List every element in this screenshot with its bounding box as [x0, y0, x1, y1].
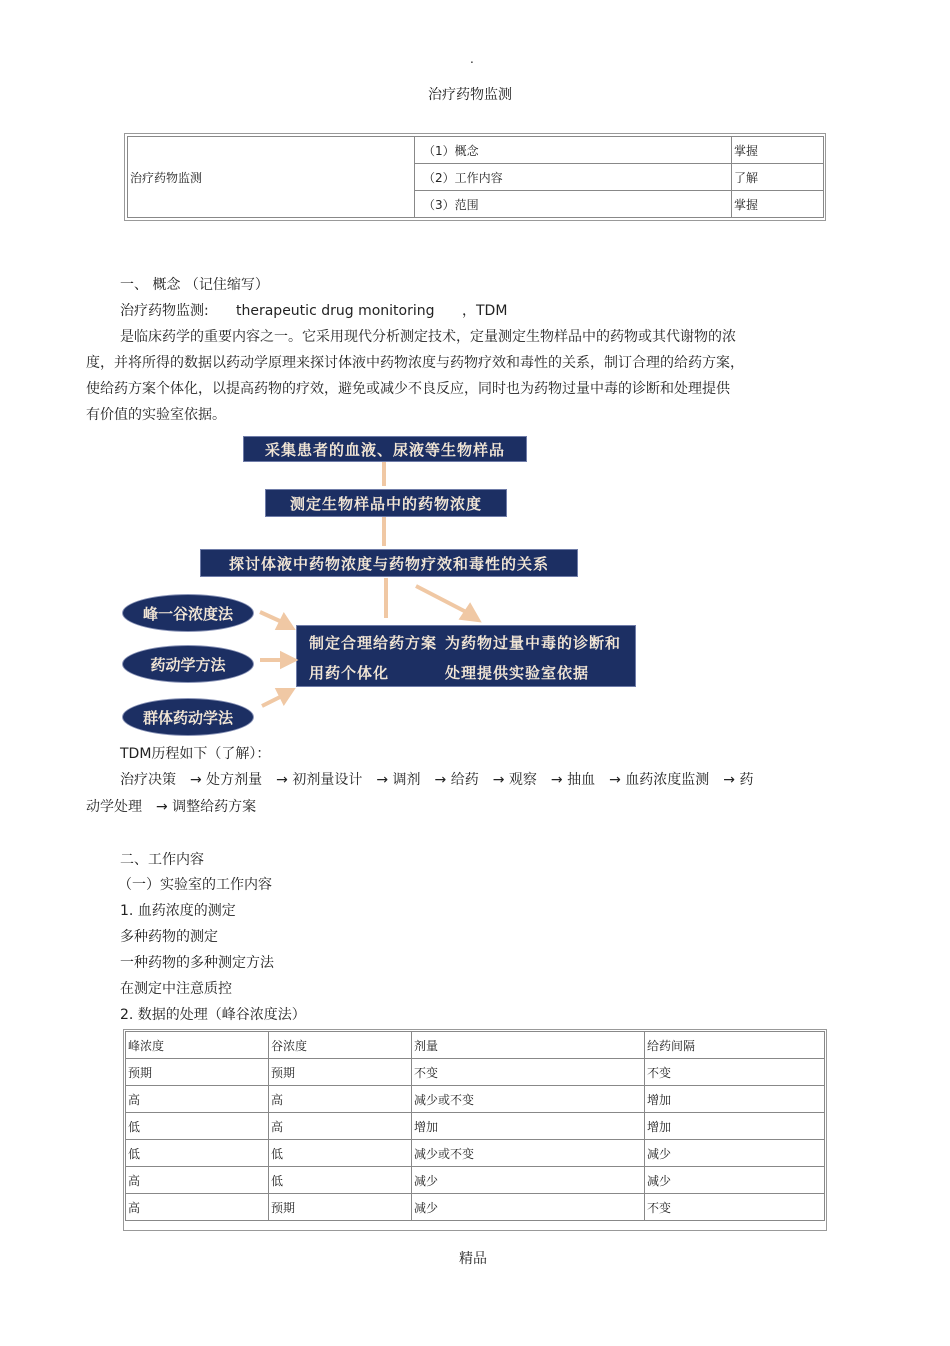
flow-step-measure: 测定生物样品中的药物浓度: [265, 489, 507, 517]
table-header-cell: 剂量: [412, 1032, 645, 1059]
table-cell: 增加: [645, 1113, 825, 1140]
connector-3-result-diag: [416, 586, 470, 614]
page-title: 治疗药物监测: [428, 87, 512, 103]
section2-heading: 二、工作内容: [120, 852, 204, 868]
table-cell: 不变: [412, 1059, 645, 1086]
process-heading: TDM历程如下（了解）：: [120, 746, 271, 762]
summary-table-label: 治疗药物监测: [128, 137, 415, 218]
summary-level: 掌握: [732, 137, 824, 164]
table-cell: 高: [126, 1086, 269, 1113]
summary-item: （2）工作内容: [415, 164, 732, 191]
table-cell: 减少: [645, 1167, 825, 1194]
flow-step-collect: 采集患者的血液、尿液等生物样品: [243, 436, 527, 462]
result-right-1: 为药物过量中毒的诊断和: [445, 634, 622, 652]
table-cell: 高: [126, 1167, 269, 1194]
table-header-cell: 给药间隔: [645, 1032, 825, 1059]
table-cell: 低: [126, 1140, 269, 1167]
process-line: 治疗决策 → 处方剂量 → 初剂量设计 → 调剂 → 给药 → 观察 → 抽血 → 血药浓度监测 → 药: [120, 772, 754, 788]
result-left-1: 制定合理给药方案: [309, 634, 438, 652]
connector-method1: [260, 612, 282, 622]
section1-para-line: 是临床药学的重要内容之一。它采用现代分析测定技术，定量测定生物样品中的药物或其代谢物的浓: [120, 329, 736, 345]
summary-item: （1）概念: [415, 137, 732, 164]
flow-step-relation: 探讨体液中药物浓度与药物疗效和毒性的关系: [200, 549, 578, 577]
term-cn: 治疗药物监测:: [120, 303, 209, 319]
table-cell: 不变: [645, 1059, 825, 1086]
connector-method3: [262, 696, 282, 706]
table-cell: 高: [269, 1086, 412, 1113]
table-cell: 不变: [645, 1194, 825, 1221]
term-abbr: ，TDM: [462, 303, 508, 319]
table-cell: 增加: [412, 1113, 645, 1140]
header-dot: .: [470, 52, 474, 66]
term-en: therapeutic drug monitoring: [236, 303, 435, 319]
table-header-row: [126, 1032, 825, 1059]
arrowhead-diag: [462, 606, 478, 620]
arrowhead-method2: [282, 654, 294, 666]
arrowhead-method3: [278, 690, 292, 702]
table-cell: 减少或不变: [412, 1086, 645, 1113]
table-row: [126, 1113, 825, 1140]
footer-text: 精品: [459, 1251, 487, 1267]
section1-heading: 一、 概念 （记住缩写）: [120, 277, 269, 293]
table-row: [126, 1194, 825, 1221]
section2-bullet: 在测定中注意质控: [120, 981, 232, 997]
section2-item1: 1. 血药浓度的测定: [120, 903, 236, 919]
section2-bullet: 多种药物的测定: [120, 929, 218, 945]
section2-item2: 2. 数据的处理（峰谷浓度法）: [120, 1007, 306, 1023]
summary-item: （3）范围: [415, 191, 732, 218]
table-cell: 增加: [645, 1086, 825, 1113]
table-row: [126, 1086, 825, 1113]
arrowhead-method1: [278, 616, 292, 628]
section1-para-line: 有价值的实验室依据。: [86, 407, 226, 423]
table-cell: 预期: [269, 1194, 412, 1221]
table-cell: 高: [269, 1113, 412, 1140]
section1-para-line: 使给药方案个体化，以提高药物的疗效，避免或减少不良反应，同时也为药物过量中毒的诊断和处理提供: [86, 381, 730, 397]
method-pharmacokinetic: 药动学方法: [122, 645, 254, 683]
process-line: 动学处理 → 调整给药方案: [86, 799, 257, 815]
table-cell: 减少: [645, 1140, 825, 1167]
table-cell: 减少: [412, 1167, 645, 1194]
method-population-pk: 群体药动学法: [122, 698, 254, 736]
table-header-cell: 峰浓度: [126, 1032, 269, 1059]
summary-level: 了解: [732, 164, 824, 191]
table-cell: 低: [269, 1140, 412, 1167]
table-row: [126, 1140, 825, 1167]
method-peak-trough: 峰一谷浓度法: [122, 594, 254, 632]
section2-sub1: （一）实验室的工作内容: [118, 877, 272, 893]
table-cell: 预期: [269, 1059, 412, 1086]
table-cell: 高: [126, 1194, 269, 1221]
table-header-cell: 谷浓度: [269, 1032, 412, 1059]
data-table: [125, 1031, 825, 1221]
section1-para-line: 度，并将所得的数据以药动学原理来探讨体液中药物浓度与药物疗效和毒性的关系，制订合理的给药方案，: [86, 355, 744, 371]
table-row: [126, 1167, 825, 1194]
result-left-2: 用药个体化: [309, 664, 390, 682]
table-cell: 低: [126, 1113, 269, 1140]
summary-level: 掌握: [732, 191, 824, 218]
section2-bullet: 一种药物的多种测定方法: [120, 955, 274, 971]
result-right-2: 处理提供实验室依据: [445, 664, 590, 682]
table-row: [126, 1059, 825, 1086]
table-cell: 减少或不变: [412, 1140, 645, 1167]
table-cell: 低: [269, 1167, 412, 1194]
table-cell: 预期: [126, 1059, 269, 1086]
table-cell: 减少: [412, 1194, 645, 1221]
